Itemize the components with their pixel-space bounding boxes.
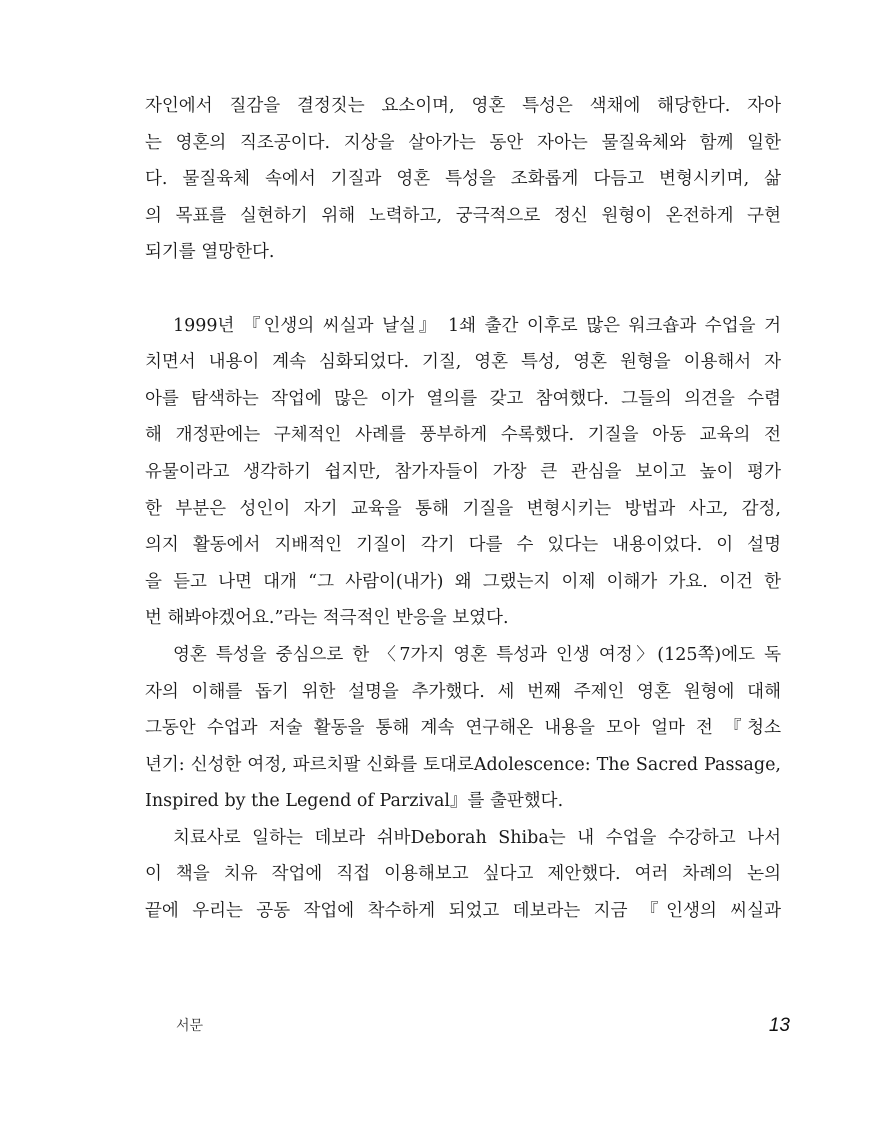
page-number: 13 [768, 1015, 790, 1036]
text-line: 치료사로 일하는 데보라 쉬바Deborah Shiba는 내 수업을 수강하고 나서 [173, 827, 781, 848]
text-line: Inspired by the Legend of Parzival』를 출판했다. [145, 791, 564, 812]
text-line: 년기: 신성한 여정, 파르치팔 신화를 토대로Adolescence: The Sacred Passage, [145, 754, 781, 775]
paragraph-2 [145, 308, 781, 637]
paragraph-3 [145, 637, 781, 820]
paragraph-4 [145, 820, 781, 930]
text-line: 자의 이해를 돕기 위한 설명을 추가했다. 세 번째 주제인 영혼 원형에 대해 [145, 681, 781, 702]
paragraph-1 [145, 88, 781, 271]
text-line: 다. 물질육체 속에서 기질과 영혼 특성을 조화롭게 다듬고 변형시키며, 삶 [145, 169, 781, 190]
section-title: 서문 [176, 1018, 204, 1034]
text-line: 해 개정판에는 구체적인 사례를 풍부하게 수록했다. 기질을 아동 교육의 전 [145, 425, 781, 446]
text-line: 한 부분은 성인이 자기 교육을 통해 기질을 변형시키는 방법과 사고, 감정, [145, 498, 781, 519]
text-line: 이 책을 치유 작업에 직접 이용해보고 싶다고 제안했다. 여러 차례의 논의 [145, 864, 781, 885]
text-line: 을 듣고 나면 대개 “그 사람이(내가) 왜 그랬는지 이제 이해가 가요. 이건 한 [145, 571, 781, 592]
text-line: 는 영혼의 직조공이다. 지상을 살아가는 동안 자아는 물질육체와 함께 일한 [145, 132, 781, 153]
text-line: 아를 탐색하는 작업에 많은 이가 열의를 갖고 참여했다. 그들의 의견을 수렴 [145, 388, 781, 409]
text-line: 유물이라고 생각하기 쉽지만, 참가자들이 가장 큰 관심을 보이고 높이 평가 [145, 461, 781, 482]
text-line: 자인에서 질감을 결정짓는 요소이며, 영혼 특성은 색채에 해당한다. 자아 [145, 96, 781, 116]
text-line: 번 해봐야겠어요.”라는 적극적인 반응을 보였다. [145, 608, 509, 629]
text-line: 그동안 수업과 저술 활동을 통해 계속 연구해온 내용을 모아 얼마 전 『청소 [145, 718, 781, 739]
text-line: 의 목표를 실현하기 위해 노력하고, 궁극적으로 정신 원형이 온전하게 구현 [145, 205, 781, 226]
body-text [145, 88, 781, 930]
text-line: 1999년 『인생의 씨실과 날실』 1쇄 출간 이후로 많은 워크숍과 수업을 거 [173, 315, 781, 336]
text-line: 의지 활동에서 지배적인 기질이 각기 다를 수 있다는 내용이었다. 이 설명 [145, 535, 781, 556]
text-line: 되기를 열망한다. [145, 242, 275, 263]
paragraph-gap [145, 271, 781, 308]
text-line: 치면서 내용이 계속 심화되었다. 기질, 영혼 특성, 영혼 원형을 이용해서 자 [145, 352, 781, 373]
text-line: 영혼 특성을 중심으로 한 〈7가지 영혼 특성과 인생 여정〉(125쪽)에도 독 [173, 644, 781, 665]
text-line: 끝에 우리는 공동 작업에 착수하게 되었고 데보라는 지금 『인생의 씨실과 [145, 901, 781, 922]
